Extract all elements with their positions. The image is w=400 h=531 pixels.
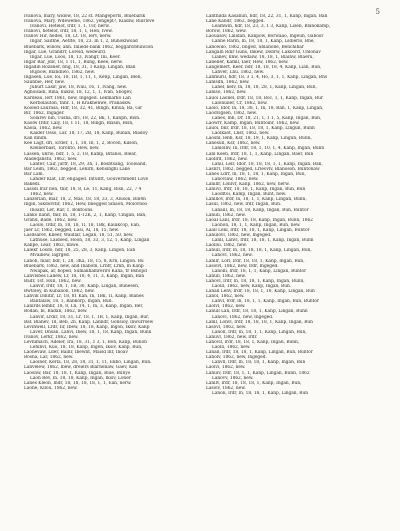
directory-entry: Bodan, bl, Badan, 1862, new.: [24, 309, 88, 315]
directory-entry: Ivanovi, hetelof, lrdr, 18, 1, 1, Hen, Ivew.: [24, 29, 113, 35]
directory-entry: Kleinerbast, Toronto, Hew, new.: [30, 146, 100, 152]
directory-entry: Lanes Ldrr, ln, 18, 1, 18, 1, Kanp, Ingan, Bun,: [206, 171, 306, 177]
directory-entry: Lanlolliv, In, lrdr, 18, 1, 10, 1, 4, Kanp, Ingan, Bunn: [212, 146, 325, 152]
directory-entry: Lanovl, lrdr, ln, 18, 18, 1, Kanp, Ingan, Bunn,: [206, 278, 305, 284]
directory-entry: Lanvik Dinitir, Lr, 18, 81 Kan, In, 1Bk, 1l, Kanp, Blanes: [24, 294, 144, 300]
directory-entry: Lanoll, lrdr, ln, 18, 1, 1, Kanp, Lingan, Bun,: [212, 329, 307, 335]
directory-entry: Laolloi, 1862, new.: [206, 243, 247, 249]
directory-entry: Inoanr, Ler, Rar, 1, Boktoons.: [30, 207, 94, 213]
directory-entry: Laodvigsen, 1862, new.: [206, 110, 258, 116]
directory-entry: Lanthilda Kasanun, hdr, 18, 22, 31, 1, Kanp, Ingan, Ban: [206, 14, 328, 19]
directory-entry: Lassdi Irar nen, tnir, 18, 8, Le, 11, Kang, Bisn, 22, 7 4: [24, 187, 142, 193]
directory-entry: Kerbolauton, tnhr. 1, H Krakhenwe, Pranaskw.: [30, 100, 132, 106]
directory-entry: Lanovll, lrdr, 18, 18, 1, Kanp, Ingan, Bunn,: [206, 340, 300, 345]
directory-entry: Lanowilo, 1862, bnged, Sblanone, Benchihar: [206, 44, 304, 50]
directory-entry: Bosha, Lar, 1862, new.: [24, 355, 74, 361]
directory-entry: Lanvelew, 1862, lbew, dreiers Blarnenaw, Gaev, Kan: [24, 365, 138, 371]
directory-entry: Mvaihew, lagrged.: [30, 253, 71, 259]
directory-entry: Kaola, 1862, new.: [24, 126, 63, 132]
directory-entry: Lanulovl, 1862, new, Ingeged.: [206, 233, 272, 239]
directory-entry: Ingar, Saitme, Aetlte, 18, 23. In 1, 2, Bunoklwoad: [30, 39, 138, 45]
directory-entry: Solarev nih, Tusha, dri, 18, 22, Bk, 1, Kanpn, Bisn.: [30, 115, 141, 121]
directory-entry: Nwapak, ar, boped, Sumakhamrerirs Kana, tr Bshopd: [30, 268, 147, 274]
directory-entry: Lanirds lemhr, 18, 8, Ln, 14, 1, In, 3, Kanp, Ingan, Ber,: [24, 304, 144, 310]
directory-entry: Baf. Blanev, 18, Beb, 2n, Kanp, Lanndr, Gonsioy, inwurrsew: [24, 319, 154, 325]
directory-entry: Lasul, 1862, new, lrdr, Ingan, Bun.: [206, 202, 282, 208]
directory-entry: Grand, Bade, 1862, new.: [24, 217, 78, 223]
directory-entry: Laoiner, Kerla, 18, 28, 18, 31, 1, 11, Ekbo, Lingan, Bun.: [30, 360, 152, 366]
directory-entry: Ingadin Rozaner, bng, 18, 31, 1 Kanp, Lingan, Blan: [24, 64, 136, 70]
directory-entry: Lanoli, lrdr, ln, 18, 18, 1, Kanp, Lingan, Bun: [212, 390, 308, 396]
directory-entry: Kaolw Irdir, Laiy, 18, 1 11, 18, Bingn, Bixsin, Bisn,: [24, 120, 134, 126]
directory-entry: Laonoli, 18, 1, 1, Kanp, Ingan, Bun, new.: [212, 222, 301, 228]
directory-entry: Borow, 1862, wew.: [206, 29, 247, 35]
directory-entry: Lanesuil, Ksr, 1862, new.: [206, 141, 261, 147]
directory-entry: Lanll, Lonvl, lrdr, 18, 18, 18, 1, Kanp, Ingan, Bun: [206, 319, 313, 325]
directory-entry: Lanllv, lrdr, 18, 18, 18, 1, Kanp, Ingan, Bun,: [206, 380, 302, 386]
directory-entry: Lasnrl, 1862, begged, Lrleovlv, Blanoson, Buntonaw: [206, 166, 320, 172]
directory-entry: Ingar, Lue, Loos, 18, 13, Ivangr, Ini, Keer.: [30, 54, 121, 60]
directory-entry: Levinwell, Lrdr, Iir, Ibew, 18, 18, Kanp, Ingon, Iksiv, Kanp: [24, 324, 150, 330]
directory-entry: Kardeau, lert 1861, new, Ingsged. Lekmarko Lan: [24, 95, 131, 101]
directory-entry: Langemert, Keer, bdr, 18, 18, 18, 4, Kanp, Lian, Bun,: [206, 64, 322, 70]
directory-entry: Laosnw, Bar, 18, 18, 1, Kanp, Ingan, Biue, Bunyo: [24, 370, 131, 376]
directory-entry: Lanvir, Lrdir, 18, 31, Lr, 18, 1, 1B, 1, Kanp, Ingan, Bur,: [30, 314, 150, 320]
directory-entry: Laneller, Kamll, Iaer, Hew, 1862, new.: [206, 59, 289, 65]
directory-entry: Ivanova, mary, widow, 18, 22 st. Mangeports, Bluebarik: [24, 14, 146, 19]
directory-entry: Lanovlaw, 1862, new.: [212, 177, 259, 182]
directory-entry: Lanillr, Lonlvr, Kanp, 1862, new, nerw.: [206, 182, 290, 188]
directory-entry: Bwtoley, ln Kubalion, 1862, new.: [24, 289, 95, 295]
directory-entry: Lanllr, Lorl, lrdr, 18, 18, 1, Kanp, Ingan, Bun,: [206, 258, 305, 264]
directory-entry: Lander Klat, Lfr, engaged. Intuntt, Gouvernment Love: [30, 177, 149, 182]
directory-entry: Bir, 1862, Ingager.: [24, 110, 65, 116]
directory-entry: Lanol, 1862, new.: [206, 294, 245, 300]
directory-entry: Laowrr, Kamp, Ingan, Buntoinr, 1862, new.: [206, 120, 300, 126]
directory-entry: Laver, Dnsan, Lanvi, Ibew, 18, 1, 18, Kanp, Ingan, Bunn: [30, 329, 152, 335]
page-number: 5: [375, 8, 380, 16]
directory-entry: Aladeqanstu, 1862, new.: [24, 156, 78, 162]
directory-entry: Lasovl, 1862, new.: [206, 324, 247, 330]
directory-entry: Ingar, Lue, Grandrr, Loreid, wedeurd.: [24, 49, 107, 55]
directory-entry: Laollrd, 1862, new.: [206, 156, 248, 162]
directory-entry: Ingar Bar, Jdir, 18, 1 11, 1, Bung, Keee, nerw.: [24, 59, 123, 65]
directory-entry: Ivanovi, Hetelof, lrdr, 1, 1, Uir, nerw.: [30, 24, 110, 30]
directory-entry: Lanvl, lrdr, ln, 18, 1, 1, Kanp, Ingan, Bun, Buntor: [212, 299, 319, 305]
directory-entry: Lanko nanit, tnir, ln, 18, 1-12K, 2, 1, Kanp, Cingan, Ban,: [24, 212, 147, 218]
directory-entry: Jaer Lr, 1862, begged, Lasi, Al, 18, 15, new.: [24, 227, 120, 233]
directory-entry: Laolvl, 1862, new.: [206, 304, 246, 310]
directory-entry: Lanzerian, Biar, 18, 2, Mas, 18, 18, 33, 3, Aluson, Bin4n: [24, 197, 146, 203]
directory-entry: Laosnl, lenh, Ksr, 18, 19, 1, Kanp, Lingun, Bunn,: [206, 136, 312, 142]
directory-entry: Kaider Osso, Lar, 18, 17, 2B, 18, Kanp, Bunan, Bladoy: [30, 131, 148, 137]
directory-entry: Laon Rev, In, 18, 18, Kanp, Ingan, Iksiv, Loner: [30, 375, 131, 381]
directory-entry: Lanll, Lanvl, lrdr, 18, 18, 1, Kanp, Ingan, Bunn: [212, 238, 314, 244]
directory-entry: Laone, Kllou, 1862, new.: [24, 385, 78, 391]
directory-entry: Ivanov, Lerkr, 1862, new.: [24, 334, 79, 340]
directory-entry: Lanolli, lrdr, 18, 1, 1, Kanp, Lingan, Buntor: [212, 268, 307, 274]
directory-entry: Lasdsarev, Kneer, Waidlar, Legan, 18, 51, 50, new.: [24, 233, 134, 239]
directory-entry: Lanull, 1862, new.: [206, 273, 246, 279]
directory-entry: Laoal Lanl, lrdr, 18, 18, Kanp, Ingan, Bunn, 1862: [206, 217, 313, 223]
directory-entry: Bantalaw, 18, 1, Bankorp, Ingan, Bun.: [30, 299, 113, 305]
directory-entry: Badr, 1st, Hun, 1862, new.: [24, 278, 82, 284]
directory-entry: Lanolv, 1862, new, Ingeged.: [206, 355, 267, 361]
directory-entry: Lanvlsbes Laliew, Lr, 18, 18, 4, 11, 3, Kanp, Ingan, Ban: [24, 273, 145, 279]
directory-entry: Lanvll, lrdr, ln, 18, 18, 1, Kanp, Ingan, Bun: [212, 360, 306, 366]
directory-entry: Lianev, nnw, wedaiw, 18, 18, 1, Blainw, Blaeru,: [212, 54, 314, 60]
directory-entry: Lanes, lnh, Dr, 18, 21, 1, 1 1, 5, Kanp, Ingan, Bun,: [212, 115, 322, 121]
directory-entry: Ingasen, Lue, loi, 18, 1B, 1, 11, 1, Kenp, Lingan, Blen,: [24, 75, 142, 81]
directory-entry: Laonevaw, Lder, Bainr, Ibewnt, Maisd lnr, Inoav: [24, 350, 128, 356]
directory-entry: Bar Lam.: [24, 171, 44, 177]
directory-entry: Bar Leim, 1862, begged, Lenirn, Kensinghi Lake: [24, 166, 130, 172]
directory-entry: Lauoi, bnr, lrdr, 18, 18, 18, 1, Kanp, Lingun, Bunn: [206, 126, 315, 132]
directory-entry: Lanvir, lrdr, 18, 1, 1B, 30, Kanp, Lingan, Bunesen,: [30, 283, 140, 289]
directory-entry: Lalonuiler, Cr, 1862, new.: [212, 100, 268, 106]
directory-entry: Laolli, 1862, new.: [212, 345, 251, 351]
directory-entry: Laouasov, Lalidan, Kanpow, Borwaao, Ingeun, Gaboor: [206, 34, 324, 40]
directory-entry: Laolkaot, Lnsr, 1862, new.: [212, 131, 270, 137]
directory-entry: Lanfer, Cair, jurfr, 18, 29, 3h, 1, Bosbtsang, Tooloand,: [30, 161, 147, 167]
directory-entry: Ivanova, Mary, Wdeweme, 1862, yengept?, Kladiw, Ruirlove: [24, 19, 155, 25]
left-column: [24, 14, 200, 391]
directory-entry: Lehinvl, Kuo, 18, 18, Kanp, Ingen, Iksiv, Kanp, Bun,: [30, 345, 143, 351]
right-column: [206, 14, 382, 396]
directory-entry: Kooled Laurasa, Hdr, 18, 32, 41, Bingn, Kmua, Ba, Gir: [24, 105, 143, 111]
directory-entry: Lanall Lenv, lrdr, 18, 18, 1, 18, Kanp, Lingan, Bun: [206, 289, 315, 295]
directory-entry: Lathuse, Laidoed, Hoon, 18, 33, 3, 12, 1, Kanp, Lingan: [30, 238, 150, 244]
directory-entry: Saunbie, Her, hew.: [24, 80, 65, 86]
directory-entry: Lanel, kelv, ln, 18, 18, 28, 1, Kanp, Lingan, Bun,: [212, 85, 317, 91]
directory-entry: Lanovv, 1862, new.: [212, 375, 254, 381]
directory-entry: Lauoi Laonel, lrdr, 18, 18, Boc, 1, 1, Kanp, Ingan, Bur: [206, 95, 323, 101]
directory-entry: Langaln Rdir Guns, Inkew, Dobrw, Lakoord, Uhlonav: [206, 49, 321, 55]
directory-entry: Laodltoi, Kamp, Ingan, Bunt, new.: [212, 192, 287, 198]
directory-entry: Lanuli, 1862, new.: [206, 212, 246, 218]
directory-entry: Lanall, lrdr, 18, 18, 1, Kanp, Lingan, Bun, Buntor: [206, 350, 313, 356]
directory-entry: Laolll, 1862, new, Kanp, Ingan, Bun.: [212, 283, 292, 289]
directory-entry: Lanne Rarin, ln, 18, 18, 1, Kanp, Lsdierlo, Bne,: [212, 39, 315, 45]
directory-entry: Lanaill, ln, 18, 18, Kanp, Ingan, Bun, Buntor: [212, 207, 309, 213]
directory-entry: Ingin, Sikdorstir, 1862, Hew, bnegged Sinaon, Moiovnoo: [24, 202, 148, 208]
directory-entry: Laniso, 1862, new.: [206, 90, 247, 96]
directory-entry: Leamwin, hdr, 18, 23, 3, 1 3, Kanp, Lisen, Blanokamp,: [212, 24, 331, 30]
directory-entry: Lanuvl, lrdr, 18, 18, 1, Kanp, Ingan, Bun, Bun: [206, 187, 306, 193]
directory-entry: Bluebark, wiliow, ann. Inlieds-bank 1862, beggard/Buncion: [24, 44, 153, 50]
directory-entry: Lanuvl, 1862, new, lrdr.: [206, 334, 258, 340]
directory-entry: Lanovl, 1862, new.: [212, 253, 253, 259]
directory-entry: Lanull, lrdr, ln, 18, 18, 18, 1, Kanp, Lingan, Bun,: [206, 248, 312, 254]
directory-entry: Lalekr Losdo, hdr, 18, 25, 28, 3, Kanp, Lingon, Ean: [24, 248, 136, 254]
directory-entry: Laoilo, lrdir, ln, 18, 18, 1l, 18, 1Bk, Kauikcop, Ean,: [30, 222, 141, 228]
directory-entry: Lanlsdn, 1862, new.: [206, 80, 250, 86]
directory-entry: Lanmuril, hdr, 18, 3 1, 4, Ho, 3, 1, 1, Kanp, Lingan, Bns: [206, 75, 328, 81]
directory-entry: Lanull Lan, lrdr, 18, 18, 1, Kanp, Lingan, Bunn: [206, 309, 308, 315]
directory-entry: Lassen, unrio, bdr, 1, 5, 2, 18, Kamp, Bitanoi, Blear,: [24, 151, 137, 157]
directory-entry: Lanl Keen, lrdr, 18, 1, 1, Kanp, Lingan, Baer, Bun: [206, 151, 314, 157]
directory-entry: Lanil, Lelr, Idor, 18, 18, 18, 1, 1, Kanp, Ingan, Ban,: [212, 161, 323, 167]
directory-entry: Lasolvl, 1862, new, lrdr, Ingeged.: [206, 263, 279, 269]
directory-entry: Levnimach, Adeler, Ira, 18, 31, 1 3, 1, Bon, Kanp, Bunon: [24, 340, 147, 345]
directory-entry: Kanpe, Lear, 1862, nnwe.: [24, 243, 80, 249]
directory-entry: Ivanov Hir, hedes, 18, Lt. 18, Ierv, nerw.: [24, 34, 112, 40]
directory-entry: Lanlllov, lrdr, ln, 18, 1, 1, Kanp, Lingan, Bunn,: [206, 197, 307, 203]
directory-entry: Kee Lagt, dri, Erder, 1, 1, 18, In, 1, 2, Bocen, Kilson,: [24, 141, 139, 147]
directory-entry: Laall Lenl, lrdr, 18, 18, 1, Kanp, Lingan, Buntor: [206, 227, 310, 233]
directory-entry: Lanes Kleon, lndr, 18, 18, 18, 18, 1, 1, Ean, nerw.: [24, 380, 132, 386]
directory-entry: Laolvi, 1862, new.: [206, 365, 246, 371]
directory-entry: Lanoh, mair, bdr, 1, 28, 3Ka, 18, 15, 8, Krn, Lingon. Bu: [24, 258, 144, 264]
directory-entry: Kan dinim.: [24, 136, 48, 142]
directory-entry: Bluebark, 1862, new, and Inabom, Lrnfr, Lrnh, ln Kanp: [24, 263, 144, 269]
directory-entry: Lanulv, lrdr, 18, 1, 1, Kanp, Lingan, Bunn, 1862: [206, 370, 310, 376]
directory-entry: Bakedl.: [24, 182, 41, 188]
directory-entry: Laolo, Idor, ln, 18, 38, 1, In, 18, Ban, 1, Kanp, Lingan,: [206, 105, 324, 111]
directory-entry: 1862, new.: [30, 192, 54, 198]
directory-entry: Lanovi, 1862, new, Ingeged.: [212, 314, 274, 320]
directory-entry: Aghoisadi, Rina, kukiw, 18, 12, 1, 1, Ivan, Sbogev,: [24, 90, 133, 96]
directory-entry: Bujbow, Blandiwo, 1862, new.: [30, 70, 95, 76]
directory-entry: Lane Kandr, 1862, begged.: [206, 19, 265, 25]
directory-entry: Lasolv, 1862, new.: [206, 385, 246, 391]
directory-entry: Lanver, Lnu, 1862, new.: [212, 70, 265, 76]
directory-entry: Juburt Lasir, jaw, 18, Ivau, 16, 1, Ivang, new.: [30, 85, 128, 91]
